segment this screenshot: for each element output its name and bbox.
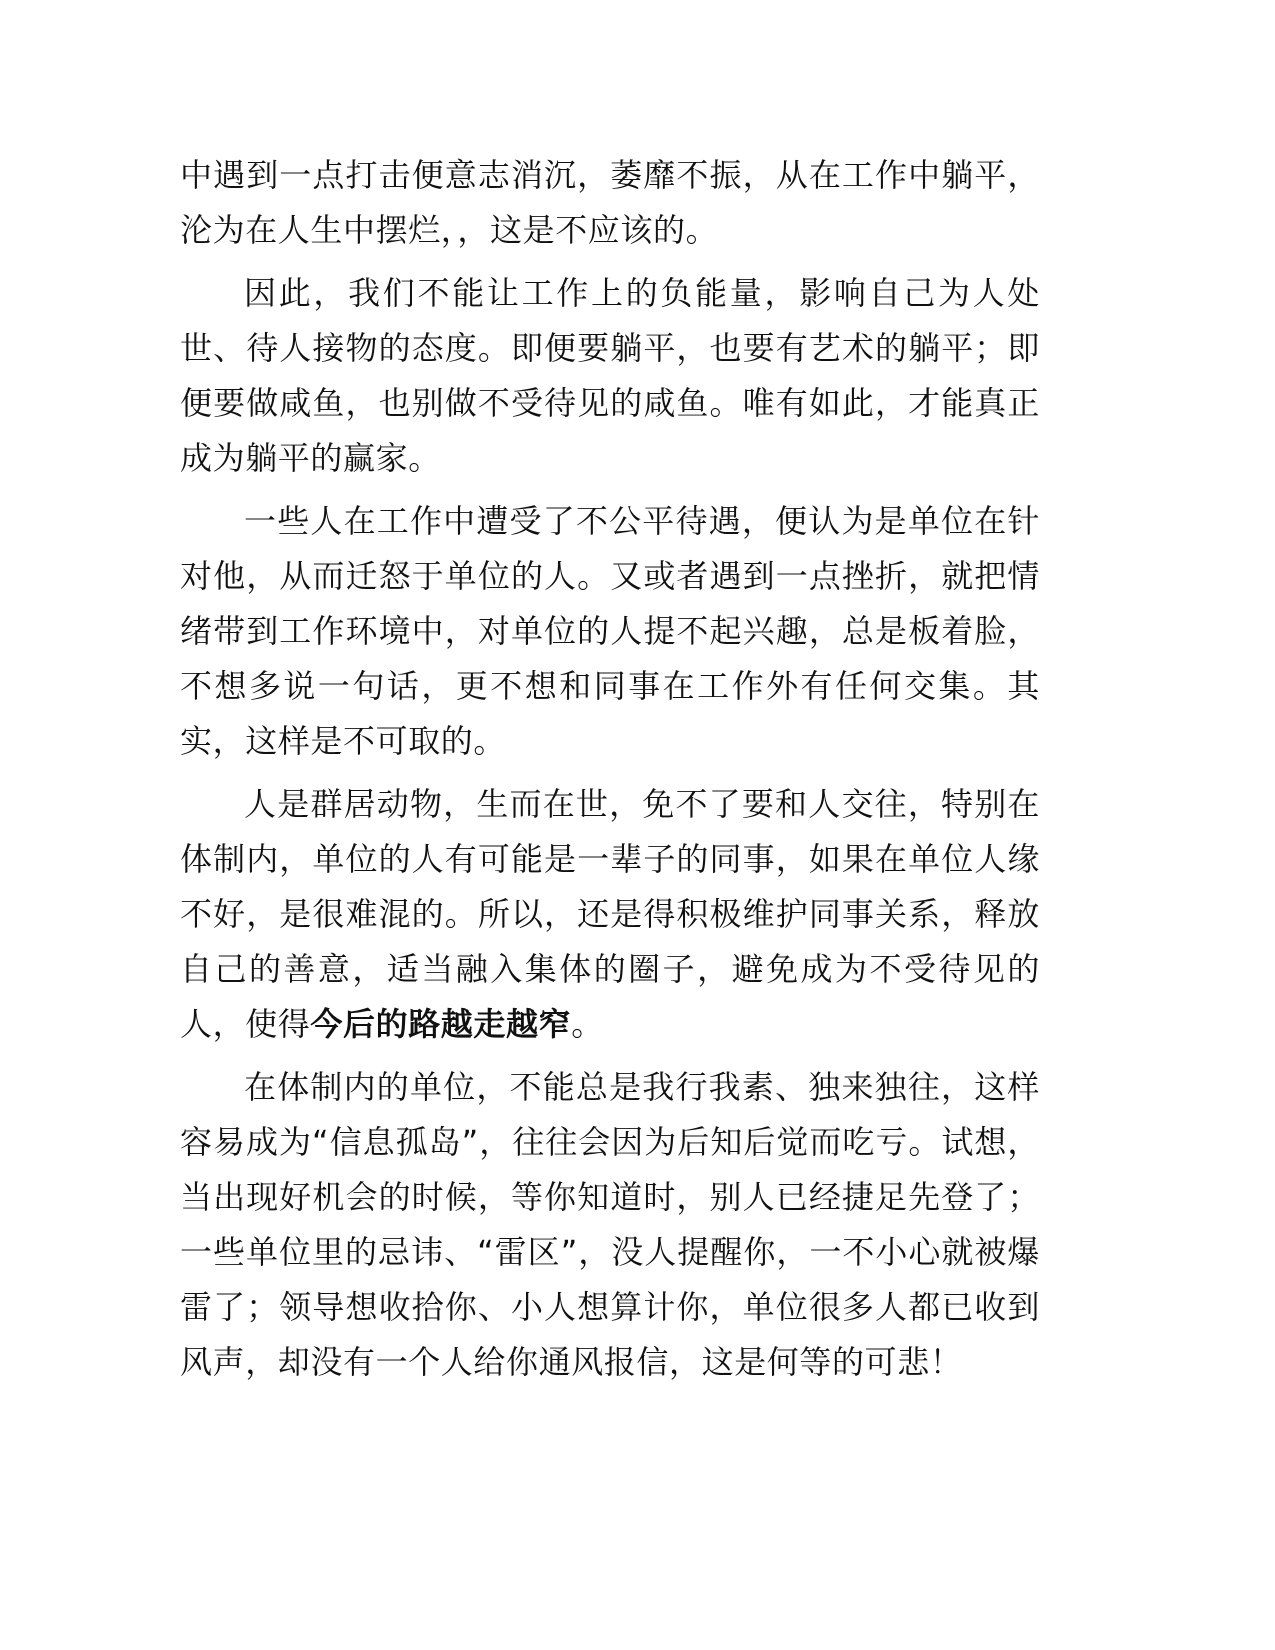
paragraph-4-tail-text: 。 bbox=[571, 1005, 604, 1043]
paragraph-2: 因此，我们不能让工作上的负能量，影响自己为人处世、待人接物的态度。即便要躺平，也要有艺术的躺平；即便要做咸鱼，也别做不受待见的咸鱼。唯有如此，才能真正成为躺平的赢家。 bbox=[180, 274, 1040, 477]
paragraph-3: 一些人在工作中遭受了不公平待遇，便认为是单位在针对他，从而迁怒于单位的人。又或者遇到一点挫折，就把情绪带到工作环境中，对单位的人提不起兴趣，总是板着脸，不想多说一句话，更不想和同事在工作外有任何交集。其实，这样是不可取的。 bbox=[180, 502, 1040, 760]
paragraph-4-main-text: 人是群居动物，生而在世，免不了要和人交往，特别在体制内，单位的人有可能是一辈子的同事，如果在单位人缘不好，是很难混的。所以，还是得积极维护同事关系，释放自己的善意，适当融入集体的圈子，避免成为不受待见的人，使得 bbox=[180, 785, 1040, 1043]
document-body bbox=[180, 148, 1040, 1398]
paragraph-4 bbox=[180, 777, 1040, 1052]
paragraph-4-bold-text: 今后的路越走越窄 bbox=[310, 1005, 572, 1043]
paragraph-5: 在体制内的单位，不能总是我行我素、独来独往，这样容易成为“信息孤岛”，往往会因为后知后觉而吃亏。试想，当出现好机会的时候，等你知道时，别人已经捷足先登了；一些单位里的忌讳、“雷区”，没人提醒你，一不小心就被爆雷了；领导想收拾你、小人想算计你，单位很多人都已收到风声，却没有一个人给你通风报信，这是何等的可悲！ bbox=[180, 1068, 1040, 1381]
paragraph-1: 中遇到一点打击便意志消沉，萎靡不振，从在工作中躺平，沦为在人生中摆烂，，这是不应该的。 bbox=[180, 156, 1040, 249]
